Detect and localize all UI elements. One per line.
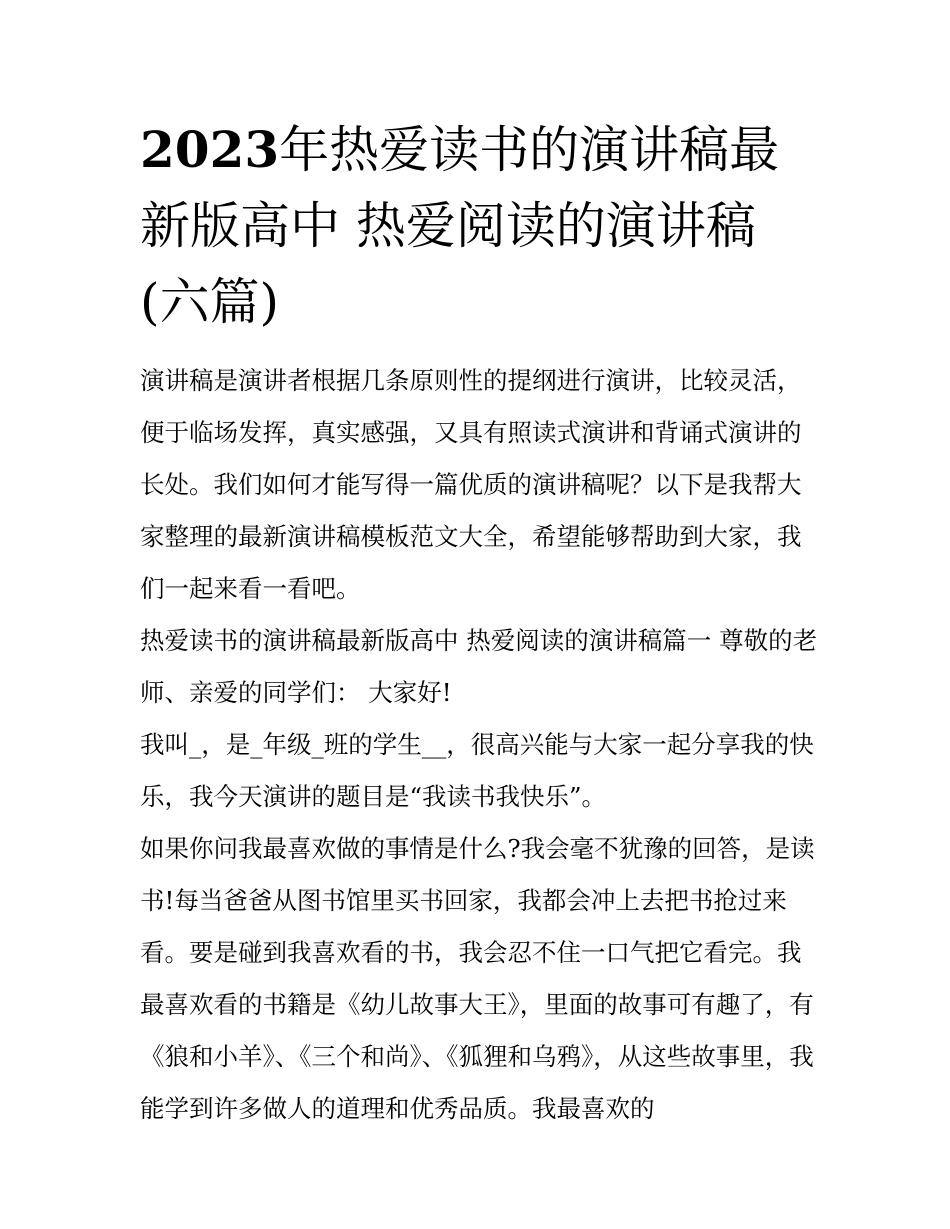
- section-heading-paragraph: 热爱读书的演讲稿最新版高中 热爱阅读的演讲稿篇一 尊敬的老师、亲爱的同学们： 大家好!: [140, 626, 818, 707]
- title-text: 年热爱读书的演讲稿最新版高中 热爱阅读的演讲稿(六篇): [140, 121, 780, 331]
- intro-paragraph: 演讲稿是演讲者根据几条原则性的提纲进行演讲，比较灵活，便于临场发挥，真实感强，又具有照读式演讲和背诵式演讲的长处。我们如何才能写得一篇优质的演讲稿呢？以下是我帮大家整理的最新演讲稿模板范文大全，希望能够帮助到大家，我们一起来看一看吧。: [140, 366, 802, 603]
- reading-paragraph: 如果你问我最喜欢做的事情是什么?我会毫不犹豫的回答，是读书!每当爸爸从图书馆里买书回家，我都会冲上去把书抢过来看。要是碰到我喜欢看的书，我会忍不住一口气把它看完。我最喜欢看的书籍是《幼儿故事大王》，里面的故事可有趣了，有《狼和小羊》、《三个和尚》、《狐狸和乌鸦》，从这些故事里，我能学到许多做人的道理和优秀品质。我最喜欢的: [140, 834, 815, 1123]
- self-introduction-paragraph: 我叫_，是_年级_班的学生__，很高兴能与大家一起分享我的快乐，我今天演讲的题目是“我读书我快乐”。: [140, 730, 814, 811]
- title-year: 2023: [140, 120, 280, 179]
- document-title: [140, 112, 820, 340]
- document-body: [140, 355, 820, 1135]
